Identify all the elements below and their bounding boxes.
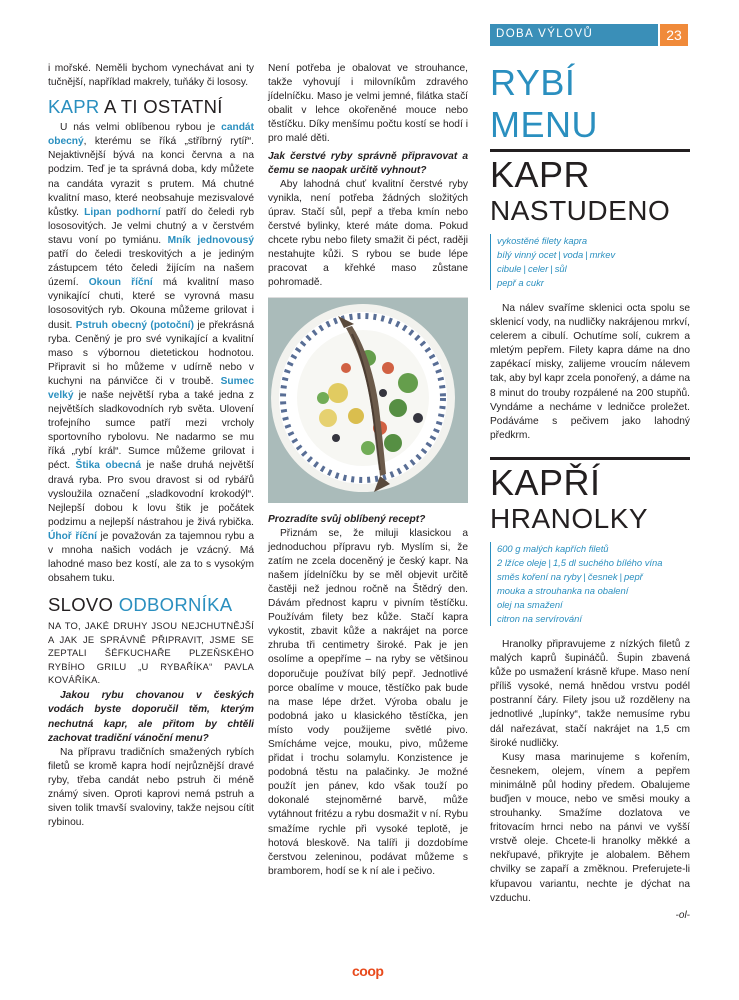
ingredient-line xyxy=(497,612,690,626)
ingredient-line xyxy=(497,542,690,556)
ingredient-item: citron na servírování xyxy=(497,612,582,624)
recipe-2-ingredients xyxy=(490,542,690,626)
ingredient-separator: | xyxy=(548,556,551,568)
ingredient-item: cibule xyxy=(497,263,522,274)
ingredient-line xyxy=(497,598,690,612)
column-3 xyxy=(490,62,690,921)
ingredient-separator: | xyxy=(585,249,588,260)
ingredient-separator: | xyxy=(558,249,561,260)
interview-question-1: Jakou rybu chovanou v českých vodách byste doporučil těm, kterým nechutná kapr, ale přitom by chtěli zachovat tradiční vánoční menu? xyxy=(48,690,254,744)
interview-lead: NA TO, JAKÉ DRUHY JSOU NEJCHUTNĚJŠÍ A JAK JE SPRÁVNĚ PŘIPRAVIT, JSME SE ZEPTALI ŠÉFKUCHAŘE PLZEŇSKÉHO RYBÍHO GRILU „U RYBAŘÍKA“ PAVLA KOVÁŘÍKA. xyxy=(48,620,254,685)
interview-answer-2: Aby lahodná chuť kvalitní čerstvé ryby vynikla, není potřeba žádných složitých úprav. Stačí sůl, pepř a třeba kmín nebo čerstvé bylinky, které máte doma. Pokud chcete rybu nebo filety smažit či péct, raději nestahujte kůži. S rybou se bude lépe pracovat a křehké maso zůstane pohromadě. xyxy=(268,178,468,289)
fish-species-paragraph: U nás velmi oblíbenou rybou je candát obecný, kterému se říká „stříbrný rytíř“. Nejaktivnější bývá na konci června a na podzim. Teď je ta správná doba, kdy můžete na candáta vyrazit s prutem. Má chutné kvalitní maso, které neobsahuje mezisvalové kůstky. Lipan podhorní patří do čeledi ryb lososovitých. Je velmi chutný a v čerstvém stavu voní po tymiánu. Mník jednovousý patří do čeledi treskovitých a je jediným zástupcem této čeledi žijícím na našem území. Okoun říční má kvalitní maso vynikající chuti, které se vyrovná masu lososovitých ryb. Okouna můžeme grilovat i dusit. Pstruh obecný (potoční) je překrásná ryba. Ceněný je pro své vynikající a kvalitní maso s výbornou dietetickou hodnotou. Připravit si ho můžeme v udírně nebo v kuchyni na pánvičce či v troubě. Sumec velký je naše největší ryba a také jedna z největších sladkovodních ryb světa. Ulovení trofejního sumce patří mezi vrcholy sportovního rybolovu. Ne nadarmo se mu říká „rybí král“. Sumce můžeme grilovat i péct. Štika obecná je naše druhá největší dravá ryba. Pro svou dravost si od rybářů vysloužila označení „sladkovodní krokodýl“. Nejlepší dobou k lovu štik je počátek podzimu a nejlepší nástrahou je živá rybička. Úhoř říční je považován za tajemnou rybu a v mnoha našich vodách je vzácný. Má lahodné maso bez kostí, ale za to s vysokým obsahem tuku. xyxy=(48,122,254,585)
recipe-2-method-1: Hranolky připravujeme z nízkých filetů z malých kaprů šupináčů. Šupin zbavená kůže po usmažení krásně křupe. Maso není příliš vysoké, nemá hnědou vrstvu podél postranní čáry. Filety jsou už rozděleny na jednotlivé „lupínky“, takže nemusíme rybu dál nařezávat, stačí nakrájet na 1,5 cm široké nudličky. xyxy=(490,638,690,749)
ingredient-item: voda xyxy=(562,249,584,260)
grilled-fish-plate-image xyxy=(268,298,468,503)
interview-answer-1-cont: Není potřeba je obalovat ve strouhance, takže vyhovují i milovníkům zdravého jídelníčku. Maso je velmi jemné, filátka stačí obalit v lehce okořeněné mouce nebo těstíčku. Díky menšímu počtu kostí se hodí i pro malé děti. xyxy=(268,63,468,145)
recipe-2-title: KAPŘÍ HRANOLKY xyxy=(490,461,649,534)
ingredient-line xyxy=(497,262,690,276)
page-number: 23 xyxy=(660,24,688,46)
ingredient-item: česnek xyxy=(587,570,618,582)
ingredient-item: olej na smažení xyxy=(497,598,563,610)
interview-question-2: Jak čerstvé ryby správně připravovat a čemu se naopak určitě vyhnout? xyxy=(268,150,468,176)
ingredient-item: 1,5 dl suchého bílého vína xyxy=(552,556,663,568)
section-header-label: DOBA VÝLOVŮ xyxy=(496,28,594,40)
ingredient-line xyxy=(497,276,690,290)
ingredient-line xyxy=(497,584,690,598)
title-rule xyxy=(490,149,690,152)
interview-answer-1: Na přípravu tradičních smažených rybích filetů se kromě kapra hodí nejrůznější dravé ryby, třeba candát nebo pstruh či méně známý siven. Oproti kaprovi nemá pstruh a siven tolik tmavší svaloviny, takže nejsou cítit rybinou. xyxy=(48,746,254,829)
ingredient-item: 2 lžíce oleje xyxy=(497,556,547,568)
recipe-1-title: KAPR NASTUDENO xyxy=(490,154,671,226)
ingredient-item: sůl xyxy=(554,263,567,274)
ingredient-item: bílý vinný ocet xyxy=(497,249,557,260)
ingredient-item: pepř a cukr xyxy=(497,277,544,288)
ingredient-separator: | xyxy=(550,263,553,274)
ingredient-item: mrkev xyxy=(589,249,616,260)
column-2 xyxy=(268,62,468,879)
fish-dish-photo xyxy=(268,297,468,503)
ingredient-item: mouka a strouhanka na obalení xyxy=(497,584,629,596)
heading-kapr-a-ti-ostatni: KAPR A TI OSTATNÍ xyxy=(48,96,223,118)
author-signature: -ol- xyxy=(675,909,690,921)
column-1 xyxy=(48,62,254,830)
ingredient-line xyxy=(497,556,690,570)
coop-logo: coop xyxy=(352,963,384,979)
heading-slovo-odbornika: SLOVO ODBORNÍKA xyxy=(48,594,233,616)
ingredient-line xyxy=(497,248,690,262)
ingredient-item: vykostěné filety kapra xyxy=(497,235,588,246)
ingredient-item: celer xyxy=(527,263,549,274)
ingredient-separator: | xyxy=(523,263,526,274)
recipe-divider xyxy=(490,457,690,460)
ingredient-line xyxy=(497,234,690,248)
intro-text: i mořské. Neměli bychom vynechávat ani ty tučnější, například makrely, tuňáky či lososy. xyxy=(48,63,254,89)
ingredient-line xyxy=(497,570,690,584)
section-header-bar xyxy=(490,24,658,46)
interview-answer-3: Přiznám se, že miluji klasickou a jednoduchou přípravu ryb. Myslím si, že zatím ne zcela doceněný je český kapr. Na našem jídelníčku by se měl objevit určitě častěji než jednou ročně na Štědrý den. Dávám přednost kapru v pivním těstíčku. Používám filety bez kůže. Stačí kapra vykostit, zbavit kůže a nakrájet na porce zhruba tři centimetry široké. Pak je jen osolíme a opepříme – na ryby se většinou doporučuje používat bílý pepř. Jednotlivé porce obalíme v mouce, těstíčko pak bude na mase lépe držet. Výroba obalu je podobná jako u klasického těstíčka, jen místo vody použijeme světlé pivo. Smícháme vejce, mouku, pivo, můžeme přidat i trochu solamylu. Konzistence je podobná těstu na palačinky. Je možné použít jen pánev, kdo však touží po dokonalé stejnoměrné barvě, může vytáhnout fritézu a rybu dosmažit v ní. Rybu smažíme rychle při vysoké teplotě, je hotová bleskově. Na talíři ji dozdobíme čerstvou zeleninou, podávat můžeme s bramborem, hodí se k ní ale i pečivo. xyxy=(268,527,468,877)
ingredient-item: 600 g malých kapřích filetů xyxy=(497,542,609,554)
recipe-1-method: Na nálev svaříme sklenici octa spolu se sklenicí vody, na nudličky nakrájenou mrkví, celerem a cibulí. Ochutíme solí, cukrem a mletým pepřem. Filety kapra dáme na dno zapékací misky, zalijeme vroucím nálevem tak, aby byl kapr zcela ponořený, a dáme na 8 minut do trouby rozpálené na 200 stupňů. Vyndáme a necháme v ledničce proležet. Podáváme s pečivem jako lahodný předkrm. xyxy=(490,303,690,441)
recipe-1-ingredients xyxy=(490,234,690,290)
ingredient-separator: | xyxy=(619,570,623,582)
menu-title: RYBÍ MENU xyxy=(490,62,598,145)
interview-question-3: Prozradíte svůj oblíbený recept? xyxy=(268,513,426,525)
ingredient-item: pepř xyxy=(624,570,643,582)
recipe-2-method-2: Kusy masa marinujeme s kořením, česnekem, olejem, vínem a pepřem minimálně půl hodiny předem. Obalujeme buďjen v mouce, nebo ve směsi mouky a strouhanky. Smažíme dozlatova ve fritovacím hrnci nebo na pánvi ve vyšší vrstvě oleje. Chcete-li hranolky měkké a nekřupavé, přikryjte je alobalem. Během chvilky se zapaří a změknou. Preferujete-li křupavou variantu, nechte je dýchat na vzduchu. xyxy=(490,751,690,904)
ingredient-separator: | xyxy=(583,570,586,582)
ingredient-item: směs koření na ryby xyxy=(497,570,582,582)
